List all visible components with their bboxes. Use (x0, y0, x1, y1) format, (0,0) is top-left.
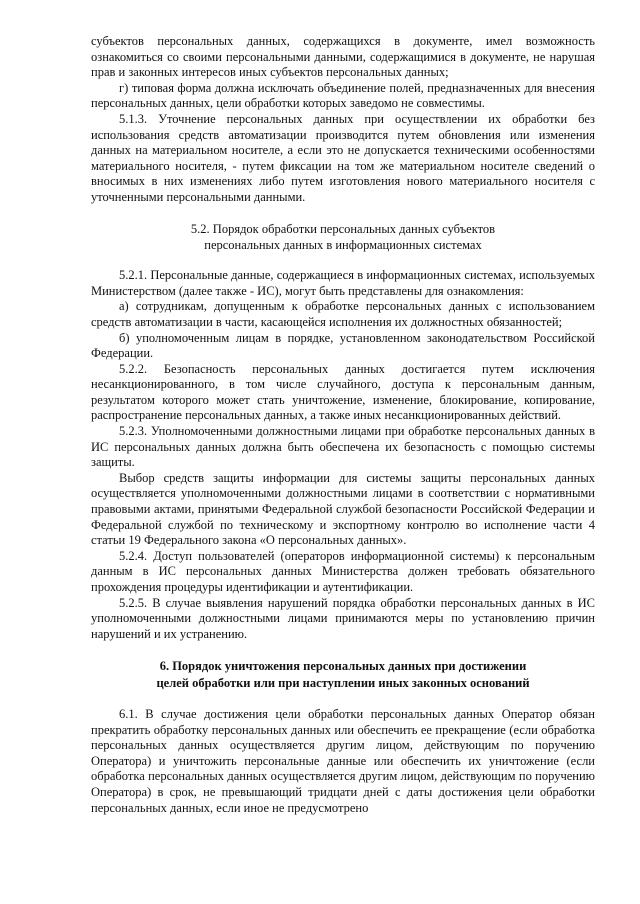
paragraph-6-1: 6.1. В случае достижения цели обработки персональных данных Оператор обязан прекратить обработку персональных данных или обеспечить ее прекращение (если обработка персональных данных осуществляется другим лицом, действующим по поручению Оператора) и уничтожить персональные данные или обеспечить их уничтожение (если обработка персональных данных осуществляется другим лицом, действующим по поручению Оператора) в срок, не превышающий тридцати дней с даты достижения цели обработки персональных данных, если иное не предусмотрено (91, 706, 595, 815)
paragraph-5-2-1: 5.2.1. Персональные данные, содержащиеся в информационных системах, используемых Министерством (далее также - ИС), могут быть представлены для ознакомления: (91, 268, 595, 298)
document-page (91, 34, 595, 816)
paragraph-5-2-3: 5.2.3. Уполномоченными должностными лицами при обработке персональных данных в ИС персональных данных должна быть обеспечена их безопасность с помощью системы защиты. (91, 424, 595, 470)
paragraph-protection-choice: Выбор средств защиты информации для системы защиты персональных данных осуществляется уполномоченными должностными лицами в соответствии с нормативными правовыми актами, принятыми Федеральной службой безопасности Российской Федерации и Федеральной службой по техническому и экспортному контролю во исполнение части 4 статьи 19 Федерального закона «О персональных данных». (91, 470, 595, 548)
section-heading-5-2-line2: персональных данных в информационных системах (204, 237, 482, 252)
paragraph-item-g: г) типовая форма должна исключать объединение полей, предназначенных для внесения персональных данных, цели обработки которых заведомо не совместимы. (91, 80, 595, 111)
paragraph-5-1-3: 5.1.3. Уточнение персональных данных при осуществлении их обработки без использования средств автоматизации производится путем обновления или изменения данных на материальном носителе, а если это не допускается техническими особенностями материального носителя, - путем фиксации на том же материальном носителе сведений о вносимых в них изменениях либо путем изготовления нового материального носителя с уточненными персональными данными. (91, 111, 595, 204)
paragraph-5-2-2: 5.2.2. Безопасность персональных данных достигается путем исключения несанкционированного, в том числе случайного, доступа к персональным данным, результатом которого может стать уничтожение, изменение, блокирование, копирование, распространение персональных данных, а также иных несанкционированных действий. (91, 361, 595, 423)
paragraph-5-2-5: 5.2.5. В случае выявления нарушений порядка обработки персональных данных в ИС уполномоченными должностными лицами принимаются меры по установлению причин нарушений и их устранению. (91, 595, 595, 641)
paragraph-continuation: субъектов персональных данных, содержащихся в документе, имел возможность ознакомиться со своими персональными данными, содержащимися в документе, не нарушая прав и законных интересов иных субъектов персональных данных; (91, 34, 595, 80)
section-heading-6-line2: целей обработки или при наступлении иных законных оснований (156, 675, 530, 690)
section-heading-5-2-line1: 5.2. Порядок обработки персональных данных субъектов (190, 221, 496, 236)
paragraph-5-2-4: 5.2.4. Доступ пользователей (операторов информационной системы) к персональным данным в ИС персональных данных Министерства должен требовать обязательного прохождения процедуры идентификации и аутентификации. (91, 548, 595, 594)
paragraph-item-b: б) уполномоченным лицам в порядке, установленном законодательством Российской Федерации. (91, 330, 595, 361)
paragraph-item-a: а) сотрудникам, допущенным к обработке персональных данных с использованием средств автоматизации в части, касающейся исполнения их должностных обязанностей; (91, 299, 595, 329)
section-heading-6-line1: 6. Порядок уничтожения персональных данных при достижении (159, 659, 527, 674)
